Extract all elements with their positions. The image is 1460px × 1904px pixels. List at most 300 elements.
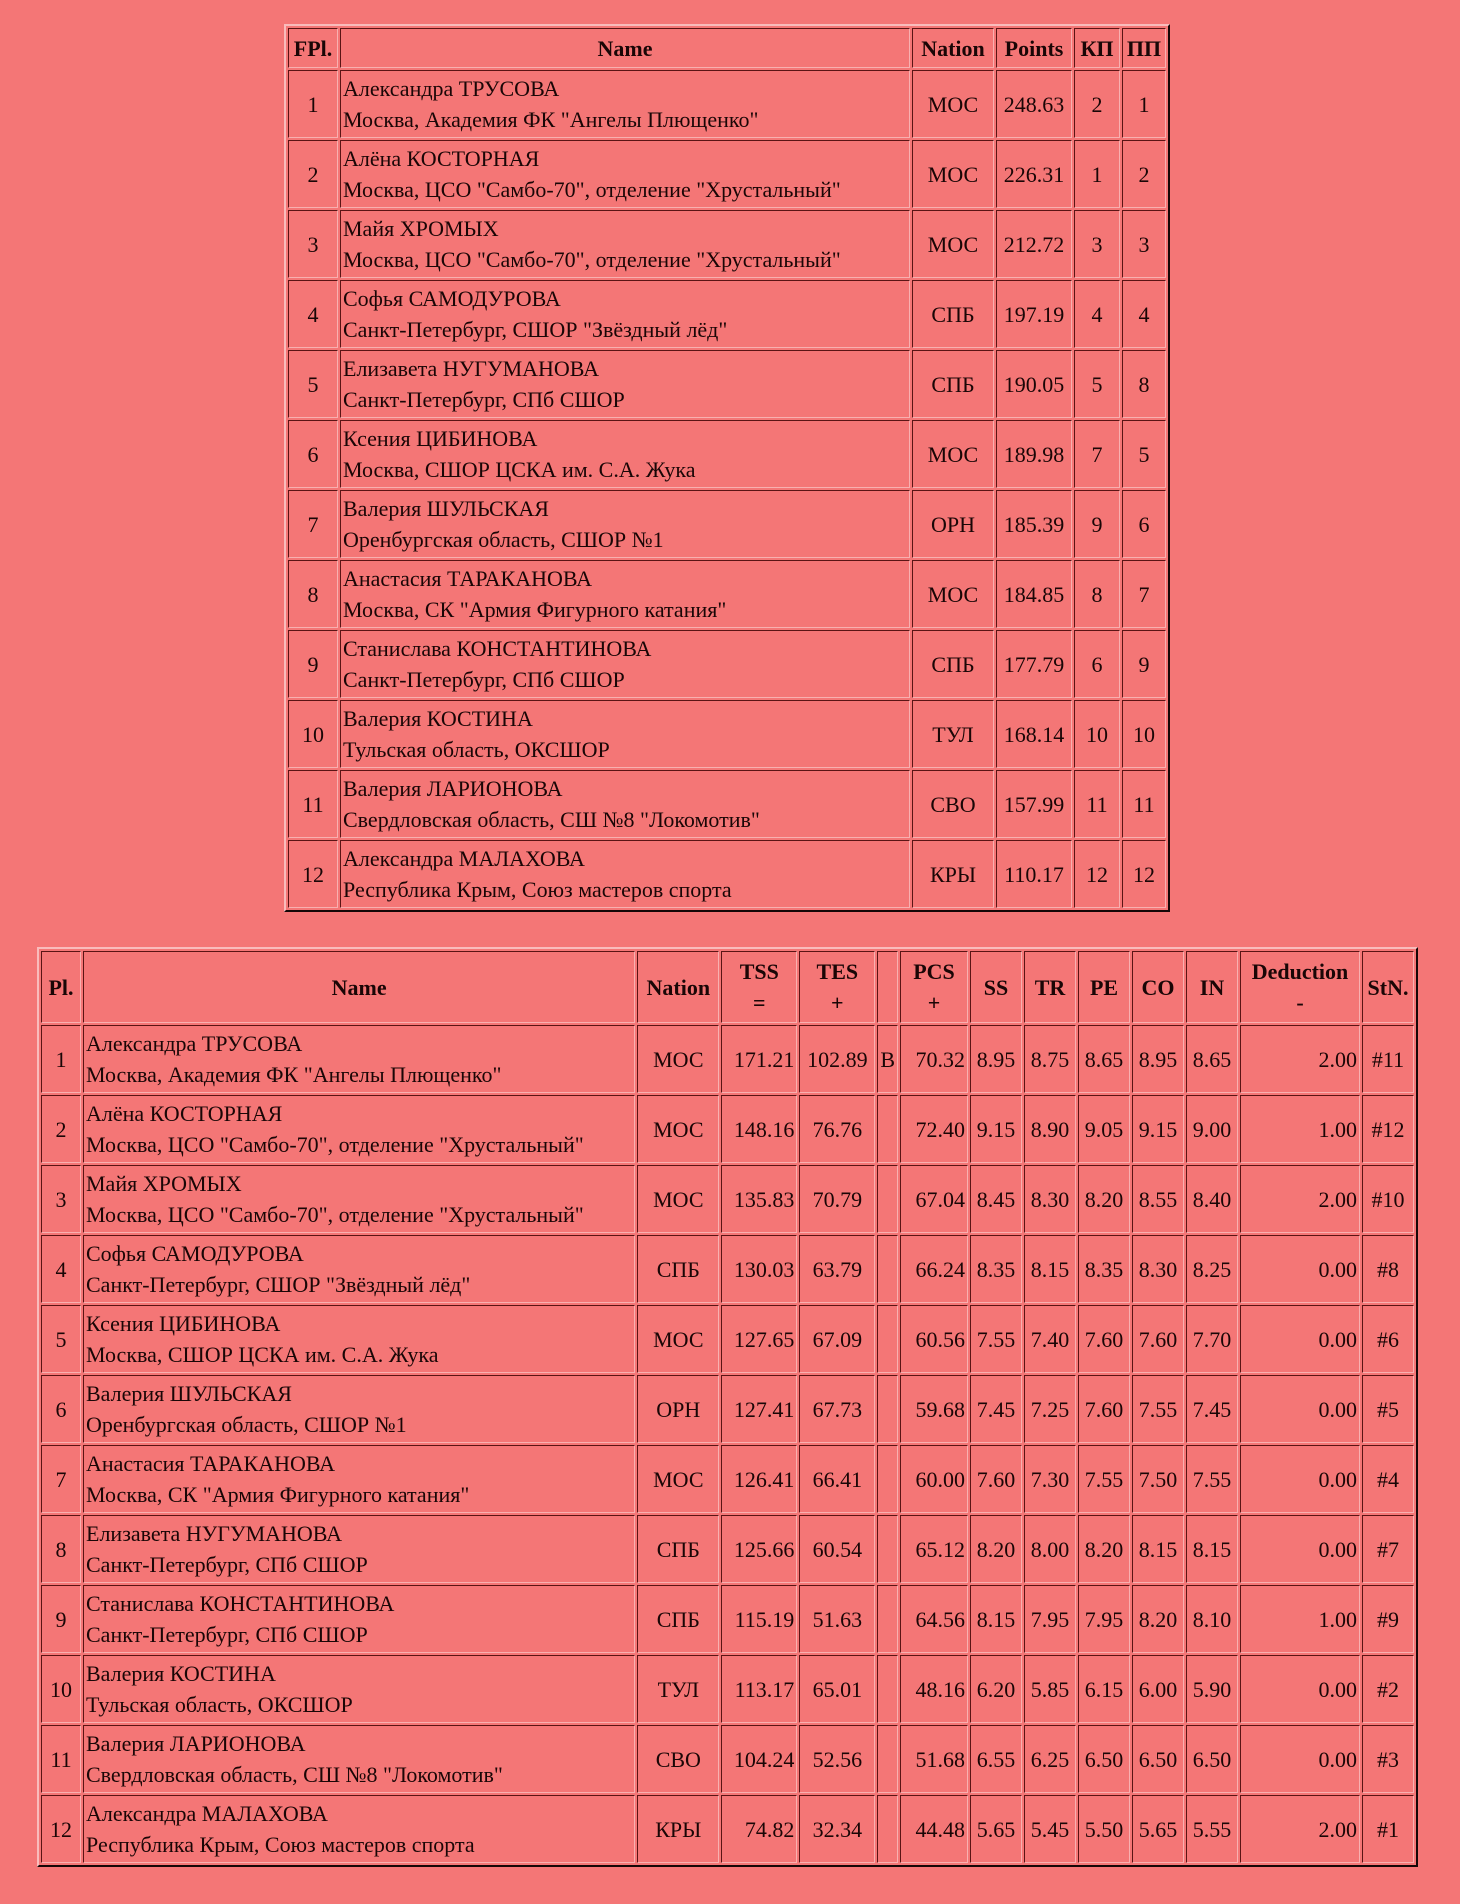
starting-number: #7 (1362, 1515, 1414, 1583)
free-program-rank: 7 (1122, 560, 1166, 628)
athlete-cell (83, 1515, 635, 1583)
short-program-rank: 3 (1074, 210, 1120, 278)
skating-skills: 8.20 (970, 1515, 1022, 1583)
final-place: 10 (288, 700, 338, 768)
nation: СПБ (912, 350, 994, 418)
final-place: 9 (288, 630, 338, 698)
final-place: 12 (288, 840, 338, 908)
performance: 5.50 (1078, 1795, 1130, 1863)
nation: КРЫ (637, 1795, 719, 1863)
athlete-cell (83, 1445, 635, 1513)
header-starting-number: StN. (1362, 951, 1414, 1023)
pcs: 72.40 (900, 1095, 968, 1163)
table-row (288, 350, 1166, 418)
nation: СПБ (912, 630, 994, 698)
tss: 126.41 (721, 1445, 797, 1513)
transitions: 5.85 (1024, 1655, 1076, 1723)
nation: МОС (912, 210, 994, 278)
place: 8 (41, 1515, 81, 1583)
final-place: 2 (288, 140, 338, 208)
bonus-flag (877, 1375, 898, 1443)
athlete-name: Александра МАЛАХОВА (86, 1801, 328, 1826)
table-row (288, 490, 1166, 558)
table-row (41, 1655, 1414, 1723)
athlete-cell (83, 1375, 635, 1443)
athlete-club: Москва, Академия ФК "Ангелы Плющенко" (86, 1062, 502, 1087)
bonus-flag (877, 1585, 898, 1653)
performance: 7.60 (1078, 1305, 1130, 1373)
composition: 7.60 (1132, 1305, 1184, 1373)
athlete-name: Валерия ШУЛЬСКАЯ (343, 496, 549, 521)
athlete-name: Алёна КОСТОРНАЯ (343, 146, 540, 171)
nation: МОС (637, 1095, 719, 1163)
interpretation: 9.00 (1186, 1095, 1238, 1163)
points: 177.79 (996, 630, 1072, 698)
points: 184.85 (996, 560, 1072, 628)
bonus-flag (877, 1235, 898, 1303)
header-short-program-rank: КП (1074, 28, 1120, 68)
bonus-flag (877, 1165, 898, 1233)
tss: 115.19 (721, 1585, 797, 1653)
athlete-name: Майя ХРОМЫХ (343, 216, 499, 241)
points: 197.19 (996, 280, 1072, 348)
performance: 6.50 (1078, 1725, 1130, 1793)
nation: СПБ (637, 1235, 719, 1303)
tes: 70.79 (799, 1165, 875, 1233)
free-program-rank: 9 (1122, 630, 1166, 698)
athlete-cell (340, 700, 910, 768)
bonus-flag (877, 1515, 898, 1583)
table-row (41, 1095, 1414, 1163)
skating-skills: 7.60 (970, 1445, 1022, 1513)
place: 2 (41, 1095, 81, 1163)
pcs: 70.32 (900, 1025, 968, 1093)
header-tes (799, 951, 875, 1023)
skating-skills: 8.45 (970, 1165, 1022, 1233)
athlete-name: Анастасия ТАРАКАНОВА (86, 1451, 336, 1476)
interpretation: 7.55 (1186, 1445, 1238, 1513)
place: 10 (41, 1655, 81, 1723)
starting-number: #9 (1362, 1585, 1414, 1653)
bonus-flag (877, 1795, 898, 1863)
transitions: 8.15 (1024, 1235, 1076, 1303)
transitions: 5.45 (1024, 1795, 1076, 1863)
transitions: 7.25 (1024, 1375, 1076, 1443)
interpretation: 8.15 (1186, 1515, 1238, 1583)
nation: ТУЛ (637, 1655, 719, 1723)
athlete-name: Елизавета НУГУМАНОВА (86, 1521, 342, 1546)
deduction-label: Deduction (1251, 959, 1349, 984)
bonus-flag (877, 1725, 898, 1793)
nation: МОС (912, 420, 994, 488)
athlete-name: Елизавета НУГУМАНОВА (343, 356, 599, 381)
nation: ОРН (912, 490, 994, 558)
deduction: 0.00 (1240, 1725, 1360, 1793)
athlete-club: Санкт-Петербург, СШОР "Звёздный лёд" (86, 1272, 471, 1297)
deduction: 2.00 (1240, 1025, 1360, 1093)
athlete-club: Республика Крым, Союз мастеров спорта (343, 877, 732, 902)
header-points: Points (996, 28, 1072, 68)
athlete-name: Александра ТРУСОВА (343, 76, 560, 101)
tss: 113.17 (721, 1655, 797, 1723)
place: 4 (41, 1235, 81, 1303)
header-nation: Nation (637, 951, 719, 1023)
starting-number: #3 (1362, 1725, 1414, 1793)
table-row (41, 1235, 1414, 1303)
athlete-cell (340, 350, 910, 418)
header-pe: PE (1078, 951, 1130, 1023)
athlete-club: Москва, Академия ФК "Ангелы Плющенко" (343, 107, 759, 132)
deduction: 0.00 (1240, 1235, 1360, 1303)
nation: МОС (637, 1025, 719, 1093)
deduction: 1.00 (1240, 1585, 1360, 1653)
pcs: 51.68 (900, 1725, 968, 1793)
starting-number: #10 (1362, 1165, 1414, 1233)
points: 190.05 (996, 350, 1072, 418)
short-program-rank: 4 (1074, 280, 1120, 348)
tes: 65.01 (799, 1655, 875, 1723)
tes: 102.89 (799, 1025, 875, 1093)
skating-skills: 9.15 (970, 1095, 1022, 1163)
athlete-name: Софья САМОДУРОВА (86, 1241, 304, 1266)
free-program-rank: 11 (1122, 770, 1166, 838)
deduction: 2.00 (1240, 1165, 1360, 1233)
points: 248.63 (996, 70, 1072, 138)
table-row (41, 1305, 1414, 1373)
pcs-label: PCS (913, 959, 955, 984)
composition: 8.55 (1132, 1165, 1184, 1233)
table-row (41, 1585, 1414, 1653)
performance: 7.95 (1078, 1585, 1130, 1653)
athlete-club: Тульская область, ОКСШОР (86, 1692, 353, 1717)
short-program-rank: 11 (1074, 770, 1120, 838)
athlete-name: Алёна КОСТОРНАЯ (86, 1101, 283, 1126)
table-row (41, 1795, 1414, 1863)
table-row (288, 770, 1166, 838)
skating-skills: 8.95 (970, 1025, 1022, 1093)
tss: 171.21 (721, 1025, 797, 1093)
short-program-rank: 10 (1074, 700, 1120, 768)
tss: 127.65 (721, 1305, 797, 1373)
athlete-name: Софья САМОДУРОВА (343, 286, 561, 311)
athlete-name: Анастасия ТАРАКАНОВА (343, 566, 593, 591)
short-program-rank: 1 (1074, 140, 1120, 208)
table-row (288, 280, 1166, 348)
points: 189.98 (996, 420, 1072, 488)
table-row (41, 1165, 1414, 1233)
table-row (288, 560, 1166, 628)
points: 110.17 (996, 840, 1072, 908)
table-row (288, 210, 1166, 278)
composition: 7.50 (1132, 1445, 1184, 1513)
tss: 104.24 (721, 1725, 797, 1793)
athlete-club: Санкт-Петербург, СПб СШОР (86, 1552, 368, 1577)
interpretation: 8.40 (1186, 1165, 1238, 1233)
tes: 63.79 (799, 1235, 875, 1303)
composition: 9.15 (1132, 1095, 1184, 1163)
header-final-place: FPl. (288, 28, 338, 68)
performance: 8.20 (1078, 1515, 1130, 1583)
free-program-rank: 2 (1122, 140, 1166, 208)
table-row (288, 700, 1166, 768)
place: 7 (41, 1445, 81, 1513)
athlete-club: Санкт-Петербург, СПб СШОР (343, 387, 625, 412)
nation: МОС (637, 1445, 719, 1513)
interpretation: 7.70 (1186, 1305, 1238, 1373)
header-in: IN (1186, 951, 1238, 1023)
free-program-rank: 4 (1122, 280, 1166, 348)
athlete-cell (83, 1305, 635, 1373)
athlete-cell (340, 280, 910, 348)
starting-number: #6 (1362, 1305, 1414, 1373)
athlete-club: Оренбургская область, СШОР №1 (86, 1412, 407, 1437)
pcs: 44.48 (900, 1795, 968, 1863)
composition: 8.20 (1132, 1585, 1184, 1653)
final-standings-table (284, 24, 1170, 912)
short-program-rank: 2 (1074, 70, 1120, 138)
starting-number: #5 (1362, 1375, 1414, 1443)
bonus-flag (877, 1095, 898, 1163)
final-place: 5 (288, 350, 338, 418)
athlete-cell (340, 210, 910, 278)
athlete-name: Валерия ШУЛЬСКАЯ (86, 1381, 292, 1406)
athlete-cell (83, 1095, 635, 1163)
free-program-rank: 5 (1122, 420, 1166, 488)
athlete-name: Майя ХРОМЫХ (86, 1171, 242, 1196)
composition: 5.65 (1132, 1795, 1184, 1863)
nation: МОС (637, 1305, 719, 1373)
pcs: 66.24 (900, 1235, 968, 1303)
athlete-name: Валерия ЛАРИОНОВА (86, 1731, 306, 1756)
nation: ОРН (637, 1375, 719, 1443)
skating-skills: 7.55 (970, 1305, 1022, 1373)
transitions: 8.00 (1024, 1515, 1076, 1583)
tss: 135.83 (721, 1165, 797, 1233)
starting-number: #12 (1362, 1095, 1414, 1163)
transitions: 6.25 (1024, 1725, 1076, 1793)
free-program-rank: 8 (1122, 350, 1166, 418)
segment-results-header-row (41, 951, 1414, 1023)
composition: 6.00 (1132, 1655, 1184, 1723)
athlete-cell (83, 1585, 635, 1653)
deduction: 0.00 (1240, 1655, 1360, 1723)
interpretation: 8.65 (1186, 1025, 1238, 1093)
header-deduction (1240, 951, 1360, 1023)
starting-number: #8 (1362, 1235, 1414, 1303)
skating-skills: 8.15 (970, 1585, 1022, 1653)
athlete-cell (83, 1235, 635, 1303)
athlete-cell (340, 490, 910, 558)
athlete-cell (340, 770, 910, 838)
table-row (288, 140, 1166, 208)
tss: 74.82 (721, 1795, 797, 1863)
points: 212.72 (996, 210, 1072, 278)
table-row (41, 1515, 1414, 1583)
performance: 8.20 (1078, 1165, 1130, 1233)
header-tss (721, 951, 797, 1023)
table-row (41, 1025, 1414, 1093)
skating-skills: 5.65 (970, 1795, 1022, 1863)
header-nation: Nation (912, 28, 994, 68)
points: 226.31 (996, 140, 1072, 208)
skating-skills: 7.45 (970, 1375, 1022, 1443)
final-place: 7 (288, 490, 338, 558)
performance: 7.55 (1078, 1445, 1130, 1513)
tes-label: TES (816, 959, 859, 984)
table-row (41, 1725, 1414, 1793)
header-place: Pl. (41, 951, 81, 1023)
table-row (41, 1375, 1414, 1443)
athlete-club: Москва, СШОР ЦСКА им. С.А. Жука (343, 457, 696, 482)
header-free-program-rank: ПП (1122, 28, 1166, 68)
athlete-cell (83, 1795, 635, 1863)
short-program-rank: 9 (1074, 490, 1120, 558)
nation: СПБ (637, 1585, 719, 1653)
transitions: 8.90 (1024, 1095, 1076, 1163)
nation: СВО (637, 1725, 719, 1793)
header-name: Name (340, 28, 910, 68)
points: 185.39 (996, 490, 1072, 558)
athlete-name: Александра ТРУСОВА (86, 1031, 303, 1056)
pcs: 59.68 (900, 1375, 968, 1443)
nation: МОС (912, 70, 994, 138)
skating-skills: 8.35 (970, 1235, 1022, 1303)
athlete-cell (340, 70, 910, 138)
composition: 8.30 (1132, 1235, 1184, 1303)
transitions: 7.40 (1024, 1305, 1076, 1373)
final-place: 1 (288, 70, 338, 138)
tss: 130.03 (721, 1235, 797, 1303)
athlete-name: Станислава КОНСТАНТИНОВА (343, 636, 652, 661)
header-co: CO (1132, 951, 1184, 1023)
pcs-operator: + (927, 990, 941, 1015)
interpretation: 8.10 (1186, 1585, 1238, 1653)
athlete-club: Оренбургская область, СШОР №1 (343, 527, 664, 552)
athlete-club: Санкт-Петербург, СШОР "Звёздный лёд" (343, 317, 728, 342)
athlete-cell (340, 630, 910, 698)
deduction: 0.00 (1240, 1375, 1360, 1443)
pcs: 60.56 (900, 1305, 968, 1373)
interpretation: 8.25 (1186, 1235, 1238, 1303)
tes: 66.41 (799, 1445, 875, 1513)
athlete-cell (83, 1655, 635, 1723)
free-program-rank: 1 (1122, 70, 1166, 138)
short-program-rank: 6 (1074, 630, 1120, 698)
place: 11 (41, 1725, 81, 1793)
athlete-club: Свердловская область, СШ №8 "Локомотив" (86, 1762, 503, 1787)
athlete-cell (340, 140, 910, 208)
athlete-cell (340, 840, 910, 908)
athlete-name: Ксения ЦИБИНОВА (86, 1311, 281, 1336)
points: 168.14 (996, 700, 1072, 768)
free-program-rank: 10 (1122, 700, 1166, 768)
header-ss: SS (970, 951, 1022, 1023)
athlete-name: Александра МАЛАХОВА (343, 846, 585, 871)
free-program-rank: 6 (1122, 490, 1166, 558)
performance: 9.05 (1078, 1095, 1130, 1163)
tes: 51.63 (799, 1585, 875, 1653)
final-place: 4 (288, 280, 338, 348)
header-tr: TR (1024, 951, 1076, 1023)
performance: 8.65 (1078, 1025, 1130, 1093)
pcs: 60.00 (900, 1445, 968, 1513)
athlete-name: Валерия КОСТИНА (343, 706, 533, 731)
transitions: 7.95 (1024, 1585, 1076, 1653)
athlete-name: Ксения ЦИБИНОВА (343, 426, 538, 451)
nation: МОС (637, 1165, 719, 1233)
starting-number: #11 (1362, 1025, 1414, 1093)
athlete-club: Тульская область, ОКСШОР (343, 737, 610, 762)
bonus-flag (877, 1445, 898, 1513)
athlete-club: Москва, ЦСО "Самбо-70", отделение "Хрустальный" (343, 177, 841, 202)
nation: СВО (912, 770, 994, 838)
pcs: 48.16 (900, 1655, 968, 1723)
interpretation: 5.90 (1186, 1655, 1238, 1723)
composition: 8.15 (1132, 1515, 1184, 1583)
deduction: 2.00 (1240, 1795, 1360, 1863)
athlete-cell (83, 1025, 635, 1093)
tes: 76.76 (799, 1095, 875, 1163)
place: 5 (41, 1305, 81, 1373)
place: 9 (41, 1585, 81, 1653)
athlete-cell (340, 560, 910, 628)
performance: 7.60 (1078, 1375, 1130, 1443)
final-place: 6 (288, 420, 338, 488)
points: 157.99 (996, 770, 1072, 838)
composition: 7.55 (1132, 1375, 1184, 1443)
deduction: 0.00 (1240, 1515, 1360, 1583)
performance: 6.15 (1078, 1655, 1130, 1723)
athlete-club: Санкт-Петербург, СПб СШОР (343, 667, 625, 692)
athlete-cell (83, 1725, 635, 1793)
starting-number: #4 (1362, 1445, 1414, 1513)
table-row (288, 420, 1166, 488)
transitions: 8.75 (1024, 1025, 1076, 1093)
short-program-rank: 8 (1074, 560, 1120, 628)
athlete-name: Валерия ЛАРИОНОВА (343, 776, 563, 801)
athlete-club: Республика Крым, Союз мастеров спорта (86, 1832, 475, 1857)
athlete-cell (340, 420, 910, 488)
free-program-rank: 12 (1122, 840, 1166, 908)
athlete-club: Москва, СК "Армия Фигурного катания" (86, 1482, 470, 1507)
final-place: 11 (288, 770, 338, 838)
composition: 6.50 (1132, 1725, 1184, 1793)
skating-skills: 6.20 (970, 1655, 1022, 1723)
nation: МОС (912, 560, 994, 628)
header-pcs (900, 951, 968, 1023)
athlete-club: Москва, СШОР ЦСКА им. С.А. Жука (86, 1342, 439, 1367)
final-place: 8 (288, 560, 338, 628)
pcs: 67.04 (900, 1165, 968, 1233)
starting-number: #1 (1362, 1795, 1414, 1863)
tes-operator: + (831, 990, 844, 1015)
interpretation: 5.55 (1186, 1795, 1238, 1863)
final-place: 3 (288, 210, 338, 278)
athlete-cell (83, 1165, 635, 1233)
bonus-flag (877, 1655, 898, 1723)
table-row (288, 70, 1166, 138)
composition: 8.95 (1132, 1025, 1184, 1093)
athlete-name: Станислава КОНСТАНТИНОВА (86, 1591, 395, 1616)
tss: 127.41 (721, 1375, 797, 1443)
athlete-club: Москва, ЦСО "Самбо-70", отделение "Хрустальный" (86, 1202, 584, 1227)
tss: 125.66 (721, 1515, 797, 1583)
tss: 148.16 (721, 1095, 797, 1163)
deduction: 1.00 (1240, 1095, 1360, 1163)
athlete-club: Москва, ЦСО "Самбо-70", отделение "Хрустальный" (343, 247, 841, 272)
nation: СПБ (912, 280, 994, 348)
interpretation: 6.50 (1186, 1725, 1238, 1793)
